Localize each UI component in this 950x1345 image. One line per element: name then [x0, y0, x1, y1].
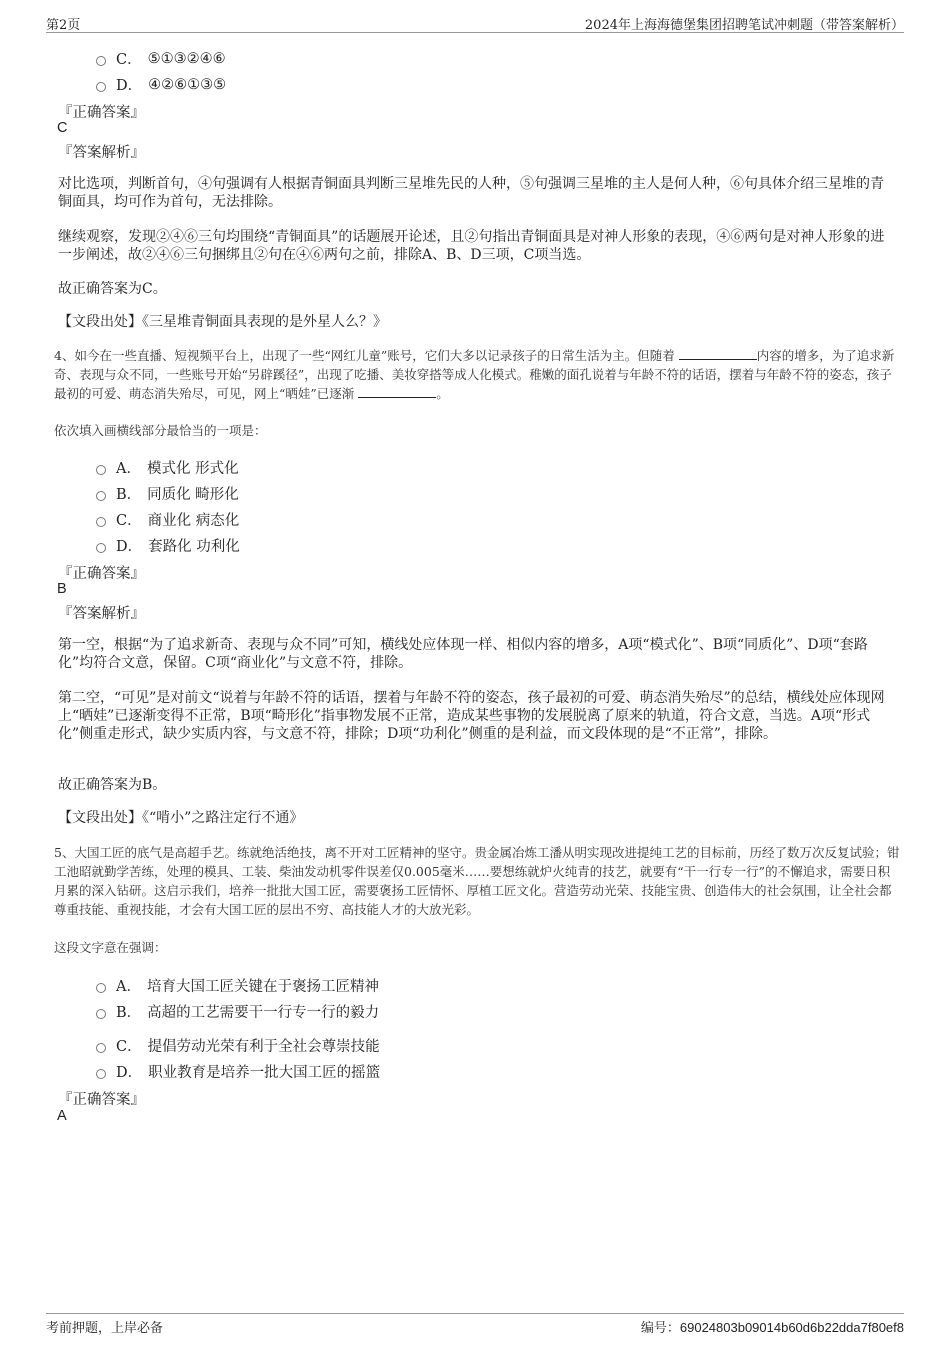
- radio-icon[interactable]: [96, 517, 106, 527]
- radio-icon[interactable]: [96, 983, 106, 993]
- q4-stem: [54, 346, 900, 403]
- q3-answer-label: 『正确答案』: [58, 105, 145, 121]
- option-letter: D．: [116, 78, 143, 94]
- q5-option-c[interactable]: [96, 1035, 380, 1056]
- option-text: 职业教育是培养一批大国工匠的摇篮: [148, 1065, 381, 1081]
- q4-stem-part-c: 。: [436, 386, 449, 401]
- document-id: 编号：69024803b09014b60d6b22dda7f80ef8: [640, 1320, 904, 1335]
- radio-icon[interactable]: [96, 543, 106, 553]
- option-text: 套路化 功利化: [148, 539, 240, 555]
- option-letter: A．: [116, 979, 141, 995]
- q4-stem-part-b: 内容的增多，为了追求新奇、表现与众不同，一些账号开始“另辟蹊径”，出现了吃播、美妆穿搭等成人化模式。稚嫩的面孔说着与年龄不符的话语，摆着与年龄不符的姿态，孩子最初的可爱、萌态消失殆尽，可见，网上“晒娃”已逐渐: [54, 348, 895, 401]
- option-letter: B．: [116, 1005, 142, 1021]
- radio-icon[interactable]: [96, 56, 106, 66]
- option-letter: A．: [116, 461, 141, 477]
- radio-icon[interactable]: [96, 465, 106, 475]
- option-text: 商业化 病态化: [147, 513, 240, 529]
- q5-option-b[interactable]: [96, 1001, 379, 1022]
- q3-option-d[interactable]: [96, 74, 226, 95]
- q4-answer: B: [57, 581, 67, 597]
- q5-answer: A: [57, 1108, 67, 1124]
- q3-analysis-label: 『答案解析』: [58, 145, 145, 161]
- q3-option-c[interactable]: [96, 48, 226, 69]
- document-title: 2024年上海海德堡集团招聘笔试冲刺题（带答案解析）: [584, 18, 904, 33]
- option-letter: C．: [116, 52, 142, 68]
- q5-answer-label: 『正确答案』: [58, 1092, 145, 1108]
- q5-option-d[interactable]: [96, 1061, 380, 1082]
- q3-analysis-p2: 继续观察，发现②④⑥三句均围绕“青铜面具”的话题展开论述，且②句指出青铜面具是对神人形象的表现，④⑥两句是对神人形象的进一步阐述，故②④⑥三句捆绑且②句在④⑥两句之前，排除A、B、D三项，C项当选。: [58, 229, 885, 263]
- q5-stem: 5、大国工匠的底气是高超手艺。练就绝活绝技，离不开对工匠精神的坚守。贵金属冶炼工潘从明实现改进提纯工艺的目标前，历经了数万次反复试验；钳工池昭就勤学苦练，处理的模具、工装、柴油发动机零件误差仅0.005毫米……要想练就炉火纯青的技艺，就要有“干一行专一行”的不懈追求，需要日积月累的深入钻研。这启示我们，培养一批批大国工匠，需要褒扬工匠情怀、厚植工匠文化。营造劳动光荣、技能宝贵、创造伟大的社会氛围，让全社会都尊重技能、重视技能，才会有大国工匠的层出不穷、高技能人才的大放光彩。: [54, 845, 900, 917]
- option-letter: C．: [116, 513, 142, 529]
- option-text: 模式化 形式化: [146, 461, 239, 477]
- option-text: 同质化 畸形化: [147, 487, 239, 503]
- option-text: ④②⑥①③⑤: [148, 76, 227, 93]
- q4-option-b[interactable]: [96, 483, 239, 504]
- q3-source: 【文段出处】《三星堆青铜面具表现的是外星人么？》: [58, 314, 387, 330]
- option-text: 培育大国工匠关键在于褒扬工匠精神: [146, 979, 379, 995]
- option-text: ⑤①③②④⑥: [147, 50, 226, 67]
- radio-icon[interactable]: [96, 82, 106, 92]
- option-letter: C．: [116, 1039, 142, 1055]
- option-text: 高超的工艺需要干一行专一行的毅力: [147, 1005, 380, 1021]
- q4-option-a[interactable]: [96, 457, 239, 478]
- option-letter: D．: [116, 1065, 143, 1081]
- page-number: 第2页: [46, 18, 81, 33]
- q3-analysis-p1: 对比选项，判断首句，④句强调有人根据青铜面具判断三星堆先民的人种，⑤句强调三星堆的主人是何人种，⑥句具体介绍三星堆的青铜面具，均可作为首句，无法排除。: [58, 176, 884, 210]
- q3-answer: C: [57, 120, 68, 136]
- page-footer: [46, 1313, 904, 1336]
- q5-prompt: 这段文字意在强调：: [54, 940, 167, 955]
- radio-icon[interactable]: [96, 1009, 106, 1019]
- q3-analysis-p3: 故正确答案为C。: [58, 281, 167, 297]
- radio-icon[interactable]: [96, 1043, 106, 1053]
- fill-blank-1: [679, 347, 757, 360]
- radio-icon[interactable]: [96, 491, 106, 501]
- q4-stem-part-a: 4、如今在一些直播、短视频平台上，出现了一些“网红儿童”账号，它们大多以记录孩子的日常生活为主。但随着: [54, 348, 679, 363]
- q4-prompt: 依次填入画横线部分最恰当的一项是：: [54, 423, 267, 438]
- q4-option-c[interactable]: [96, 509, 239, 530]
- option-letter: B．: [116, 487, 142, 503]
- fill-blank-2: [358, 385, 436, 398]
- q5-option-a[interactable]: [96, 975, 379, 996]
- q4-answer-label: 『正确答案』: [58, 566, 145, 582]
- q4-analysis-label: 『答案解析』: [58, 606, 145, 622]
- page-header: [46, 12, 904, 33]
- q4-analysis-p2: 第二空，“可见”是对前文“说着与年龄不符的话语，摆着与年龄不符的姿态，孩子最初的可爱、萌态消失殆尽”的总结，横线处应体现网上“晒娃”已逐渐变得不正常，B项“畸形化”指事物发展不正常，造成某些事物的发展脱离了原来的轨道，符合文意，当选。A项“形式化”侧重走形式，缺少实质内容，与文意不符，排除；D项“功利化”侧重的是利益，而文段体现的是“不正常”，排除。: [58, 690, 885, 742]
- option-letter: D．: [116, 539, 143, 555]
- footer-slogan: 考前押题，上岸必备: [46, 1321, 164, 1336]
- q4-source: 【文段出处】《“啃小”之路注定行不通》: [58, 810, 304, 826]
- option-text: 提倡劳动光荣有利于全社会尊崇技能: [147, 1039, 380, 1055]
- q4-option-d[interactable]: [96, 535, 240, 556]
- q4-analysis-p1: 第一空，根据“为了追求新奇、表现与众不同”可知，横线处应体现一样、相似内容的增多，A项“模式化”、B项“同质化”、D项“套路化”均符合文意，保留。C项“商业化”与文意不符，排除。: [58, 637, 868, 671]
- radio-icon[interactable]: [96, 1069, 106, 1079]
- q4-analysis-p3: 故正确答案为B。: [58, 777, 167, 793]
